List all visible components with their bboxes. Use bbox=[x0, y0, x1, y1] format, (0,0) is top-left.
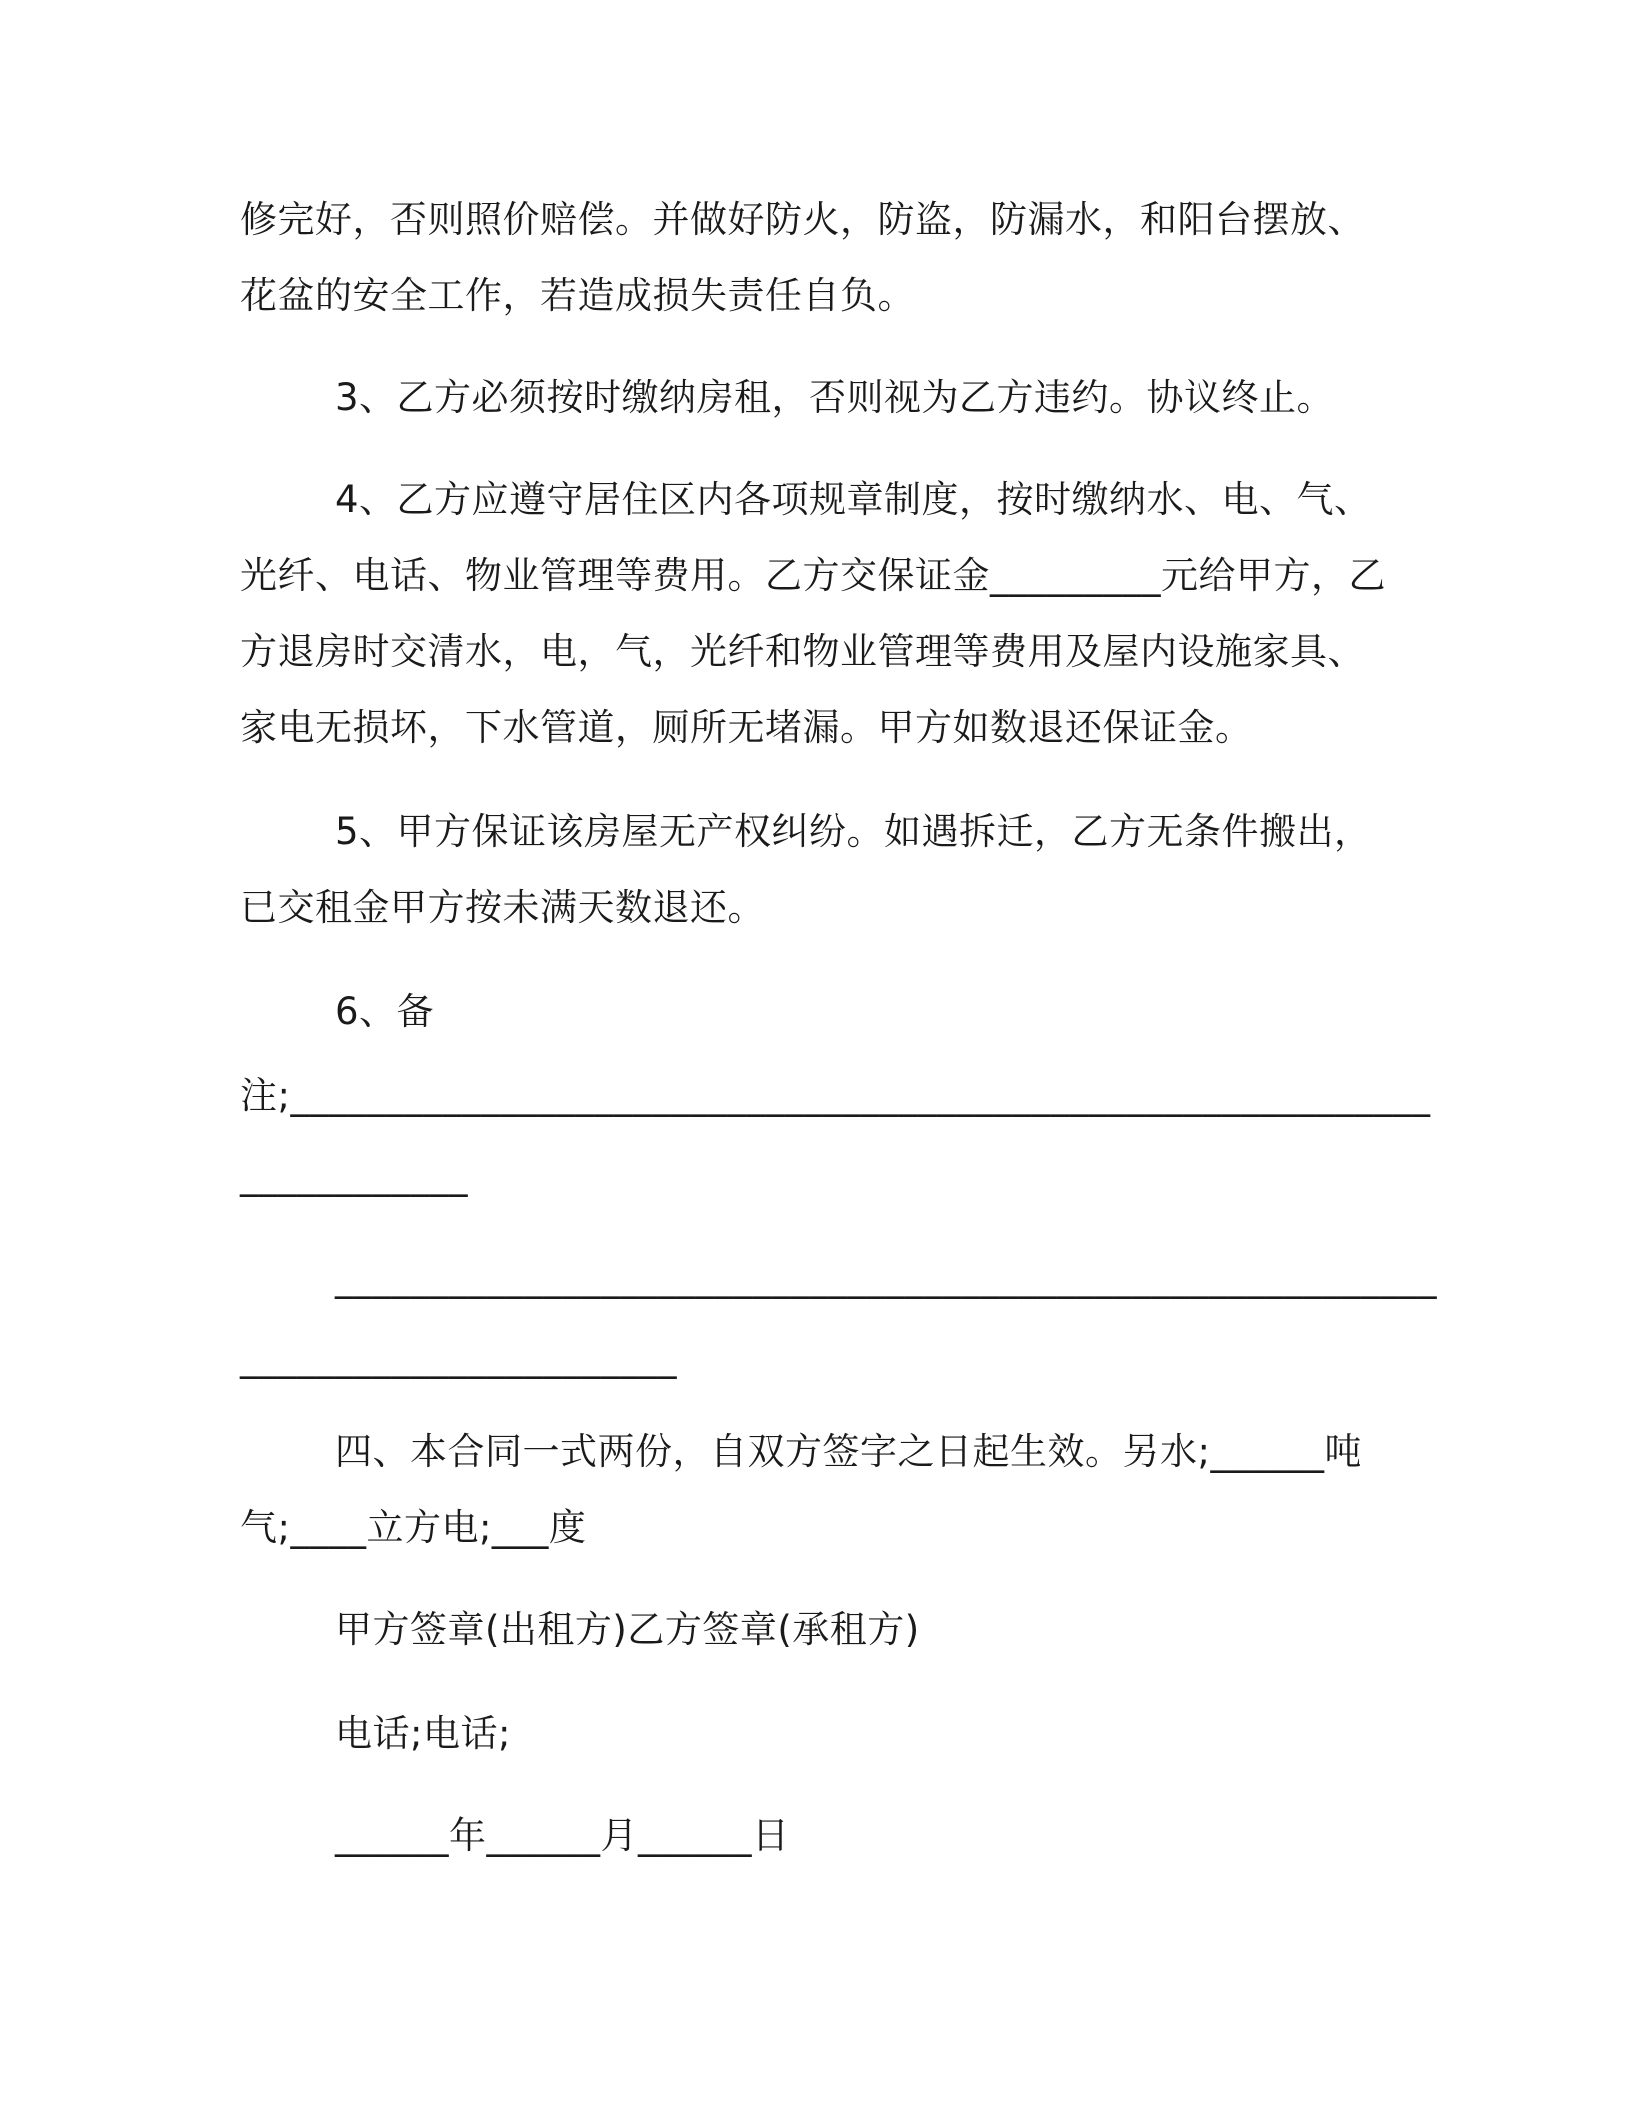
remarks-line: 注;____________________________________________________________ bbox=[240, 1074, 1431, 1117]
text-line: 家电无损坏，下水管道，厕所无堵漏。甲方如数退还保证金。 bbox=[240, 706, 1253, 749]
signature-line: 甲方签章(出租方)乙方签章(承租方) bbox=[335, 1608, 920, 1651]
clause-6: 6、备 bbox=[335, 990, 435, 1033]
text-line: 花盆的安全工作，若造成损失责任自负。 bbox=[240, 274, 915, 317]
text-line: 方退房时交清水，电，气，光纤和物业管理等费用及屋内设施家具、 bbox=[240, 630, 1365, 673]
clause-4: 4、乙方应遵守居住区内各项规章制度，按时缴纳水、电、气、 bbox=[335, 478, 1372, 521]
blank-line: ____________ bbox=[240, 1154, 468, 1197]
section-4: 四、本合同一式两份，自双方签字之日起生效。另水;______吨 bbox=[335, 1430, 1362, 1473]
text-line: 已交租金甲方按未满天数退还。 bbox=[240, 886, 765, 929]
date-line: ______年______月______日 bbox=[335, 1814, 790, 1857]
blank-line: __________________________________________________________ bbox=[335, 1256, 1437, 1299]
text-line: 修完好，否则照价赔偿。并做好防火，防盗，防漏水，和阳台摆放、 bbox=[240, 198, 1365, 241]
phone-line: 电话;电话; bbox=[335, 1712, 511, 1755]
text-line: 气;____立方电;___度 bbox=[240, 1506, 587, 1549]
text-line: 光纤、电话、物业管理等费用。乙方交保证金_________元给甲方，乙 bbox=[240, 554, 1386, 597]
clause-3: 3、乙方必须按时缴纳房租，否则视为乙方违约。协议终止。 bbox=[335, 376, 1335, 419]
clause-5: 5、甲方保证该房屋无产权纠纷。如遇拆迁，乙方无条件搬出， bbox=[335, 810, 1372, 853]
blank-line: _______________________ bbox=[240, 1336, 677, 1379]
